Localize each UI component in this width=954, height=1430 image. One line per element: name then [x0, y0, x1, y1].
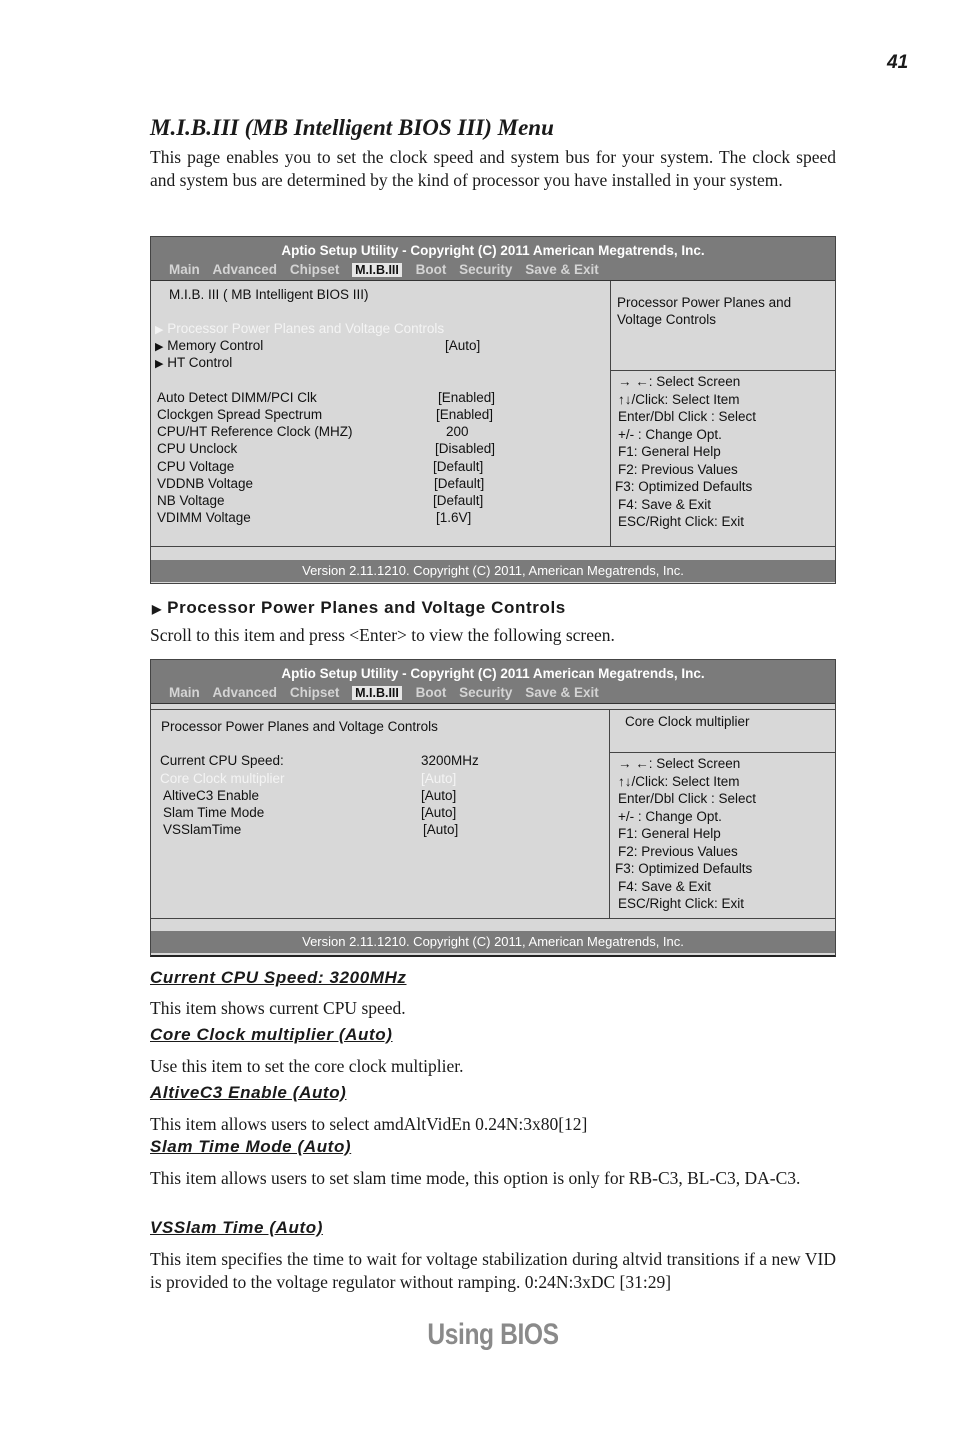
- key-hint: F2: Previous Values: [618, 461, 738, 477]
- option-value[interactable]: [Auto]: [423, 822, 459, 837]
- intro-paragraph: This page enables you to set the clock speed and system bus for your system. The clock speed and system bus are determined by the kind of processor you have installed in your system.: [150, 147, 836, 190]
- key-hint: ESC/Right Click: Exit: [618, 514, 745, 529]
- item-text: This item allows users to set slam time mode, this option is only for RB-C3, BL-C3, DA-C3.: [150, 1168, 801, 1188]
- key-hint: F2: Previous Values: [618, 843, 738, 859]
- key-legend: [615, 373, 757, 531]
- help-description: Core Clock multiplier: [625, 714, 750, 729]
- option-value-selected[interactable]: [Auto]: [421, 771, 457, 786]
- item-heading: VSSlam Time (Auto): [150, 1218, 323, 1237]
- subsection-title: Processor Power Planes and Voltage Controls: [167, 598, 566, 617]
- key-hint: ESC/Right Click: Exit: [618, 896, 745, 911]
- option-label[interactable]: Slam Time Mode: [163, 805, 265, 820]
- item-heading: Slam Time Mode (Auto): [150, 1137, 352, 1156]
- key-hint: ↑↓/Click: Select Item: [618, 773, 740, 789]
- option-label[interactable]: Auto Detect DIMM/PCI Clk: [157, 390, 317, 405]
- option-value[interactable]: [Auto]: [421, 805, 457, 820]
- option-value[interactable]: [Default]: [433, 459, 484, 474]
- option-label[interactable]: VDIMM Voltage: [157, 510, 251, 525]
- memory-control-value[interactable]: [Auto]: [445, 338, 481, 353]
- tab-main[interactable]: Main: [169, 262, 200, 277]
- tab-chipset[interactable]: Chipset: [289, 685, 340, 700]
- tab-chipset[interactable]: Chipset: [289, 262, 340, 277]
- tab-main[interactable]: Main: [169, 685, 200, 700]
- option-value[interactable]: [Default]: [434, 476, 485, 491]
- key-hint: Enter/Dbl Click : Select: [618, 409, 757, 424]
- tab-security[interactable]: Security: [459, 262, 513, 277]
- page-number: 41: [887, 52, 909, 73]
- option-value[interactable]: [Auto]: [421, 788, 457, 803]
- tab-save-exit[interactable]: Save & Exit: [525, 685, 599, 700]
- item-text: This item shows current CPU speed.: [150, 998, 406, 1018]
- key-hint: F1: General Help: [618, 444, 721, 459]
- tab-mib[interactable]: M.I.B.III: [352, 686, 402, 700]
- key-hint: +/- : Change Opt.: [618, 426, 722, 442]
- help-description: Processor Power Planes and: [617, 295, 792, 310]
- chapter-footer-title: Using BIOS: [427, 1318, 559, 1351]
- tab-advanced[interactable]: Advanced: [212, 262, 278, 277]
- option-label: Current CPU Speed:: [160, 753, 284, 768]
- option-value[interactable]: 200: [446, 424, 469, 439]
- submenu-processor-power[interactable]: [155, 321, 444, 336]
- submenu-arrow-icon: ▶: [155, 341, 164, 353]
- tab-mib[interactable]: M.I.B.III: [352, 263, 402, 277]
- submenu-memory-control[interactable]: [155, 338, 263, 353]
- key-hint: ↑↓/Click: Select Item: [618, 391, 740, 407]
- submenu-label: Memory Control: [167, 338, 264, 353]
- key-hint: → ←: Select Screen: [618, 756, 741, 771]
- option-label[interactable]: CPU Voltage: [157, 459, 235, 474]
- bios-tabs: [169, 262, 608, 278]
- bios-title: Aptio Setup Utility - Copyright (C) 2011 American Megatrends, Inc.: [281, 666, 705, 681]
- tab-boot[interactable]: Boot: [415, 685, 447, 700]
- key-hint: F3: Optimized Defaults: [615, 861, 753, 876]
- tab-advanced[interactable]: Advanced: [212, 685, 278, 700]
- option-value[interactable]: [Disabled]: [435, 441, 496, 456]
- submenu-arrow-icon: ▶: [155, 358, 164, 370]
- option-label[interactable]: CPU/HT Reference Clock (MHZ): [157, 424, 353, 439]
- section-title: M.I.B.III (MB Intelligent BIOS III) Menu: [150, 115, 554, 140]
- submenu-label: HT Control: [167, 355, 233, 370]
- key-hint: F3: Optimized Defaults: [615, 479, 753, 494]
- submenu-ht-control[interactable]: [155, 355, 232, 370]
- bios-heading: Processor Power Planes and Voltage Controls: [161, 719, 438, 734]
- bios-screen-processor-power: [150, 659, 836, 957]
- bios-heading: M.I.B. III ( MB Intelligent BIOS III): [169, 287, 369, 302]
- option-label[interactable]: VDDNB Voltage: [157, 476, 254, 491]
- key-hint: F4: Save & Exit: [618, 878, 712, 894]
- bios-footer: Version 2.11.1210. Copyright (C) 2011, American Megatrends, Inc.: [151, 560, 835, 582]
- bios-screen-mib: [150, 236, 836, 584]
- option-label[interactable]: CPU Unclock: [157, 441, 238, 456]
- key-hint: → ←: Select Screen: [618, 374, 741, 389]
- submenu-label: Processor Power Planes and Voltage Controls: [167, 321, 445, 336]
- option-label[interactable]: NB Voltage: [157, 493, 225, 508]
- submenu-arrow-icon: ▶: [155, 324, 164, 336]
- bios-header: [151, 660, 835, 704]
- option-value[interactable]: [Enabled]: [438, 390, 496, 405]
- subsection-paragraph: Scroll to this item and press <Enter> to view the following screen.: [150, 625, 615, 645]
- key-hint: F4: Save & Exit: [618, 496, 712, 512]
- item-text: This item specifies the time to wait for voltage stabilization during altvid transitions if a new VID is provided to the voltage regulator without ramping. 0:24N:3xDC [31:29]: [150, 1249, 836, 1292]
- option-value[interactable]: [Default]: [433, 493, 484, 508]
- option-label[interactable]: AltiveC3 Enable: [163, 788, 260, 803]
- tab-boot[interactable]: Boot: [415, 262, 447, 277]
- tab-security[interactable]: Security: [459, 685, 513, 700]
- bios-title: Aptio Setup Utility - Copyright (C) 2011 American Megatrends, Inc.: [281, 243, 705, 258]
- option-label-selected[interactable]: Core Clock multiplier: [160, 771, 285, 786]
- bios-footer: Version 2.11.1210. Copyright (C) 2011, American Megatrends, Inc.: [151, 931, 835, 953]
- option-label[interactable]: Clockgen Spread Spectrum: [157, 407, 323, 422]
- key-hint: +/- : Change Opt.: [618, 808, 722, 824]
- option-value: 3200MHz: [421, 753, 479, 768]
- key-legend: [615, 755, 757, 913]
- item-text: This item allows users to select amdAltVidEn 0.24N:3x80[12]: [150, 1114, 588, 1134]
- key-hint: Enter/Dbl Click : Select: [618, 791, 757, 806]
- option-label[interactable]: VSSlamTime: [163, 822, 242, 837]
- triangle-bullet-icon: ▶: [152, 602, 162, 616]
- item-heading: AltiveC3 Enable (Auto): [150, 1083, 347, 1102]
- item-heading: Core Clock multiplier (Auto): [150, 1025, 393, 1044]
- key-hint: F1: General Help: [618, 826, 721, 841]
- item-text: Use this item to set the core clock multiplier.: [150, 1056, 464, 1076]
- option-value[interactable]: [Enabled]: [436, 407, 494, 422]
- bios-header: [151, 237, 835, 281]
- tab-save-exit[interactable]: Save & Exit: [525, 262, 599, 277]
- help-description: Voltage Controls: [617, 312, 717, 327]
- bios-tabs: [169, 685, 608, 701]
- item-heading: Current CPU Speed: 3200MHz: [150, 968, 407, 987]
- subsection-heading: [152, 598, 566, 618]
- option-value[interactable]: [1.6V]: [436, 510, 472, 525]
